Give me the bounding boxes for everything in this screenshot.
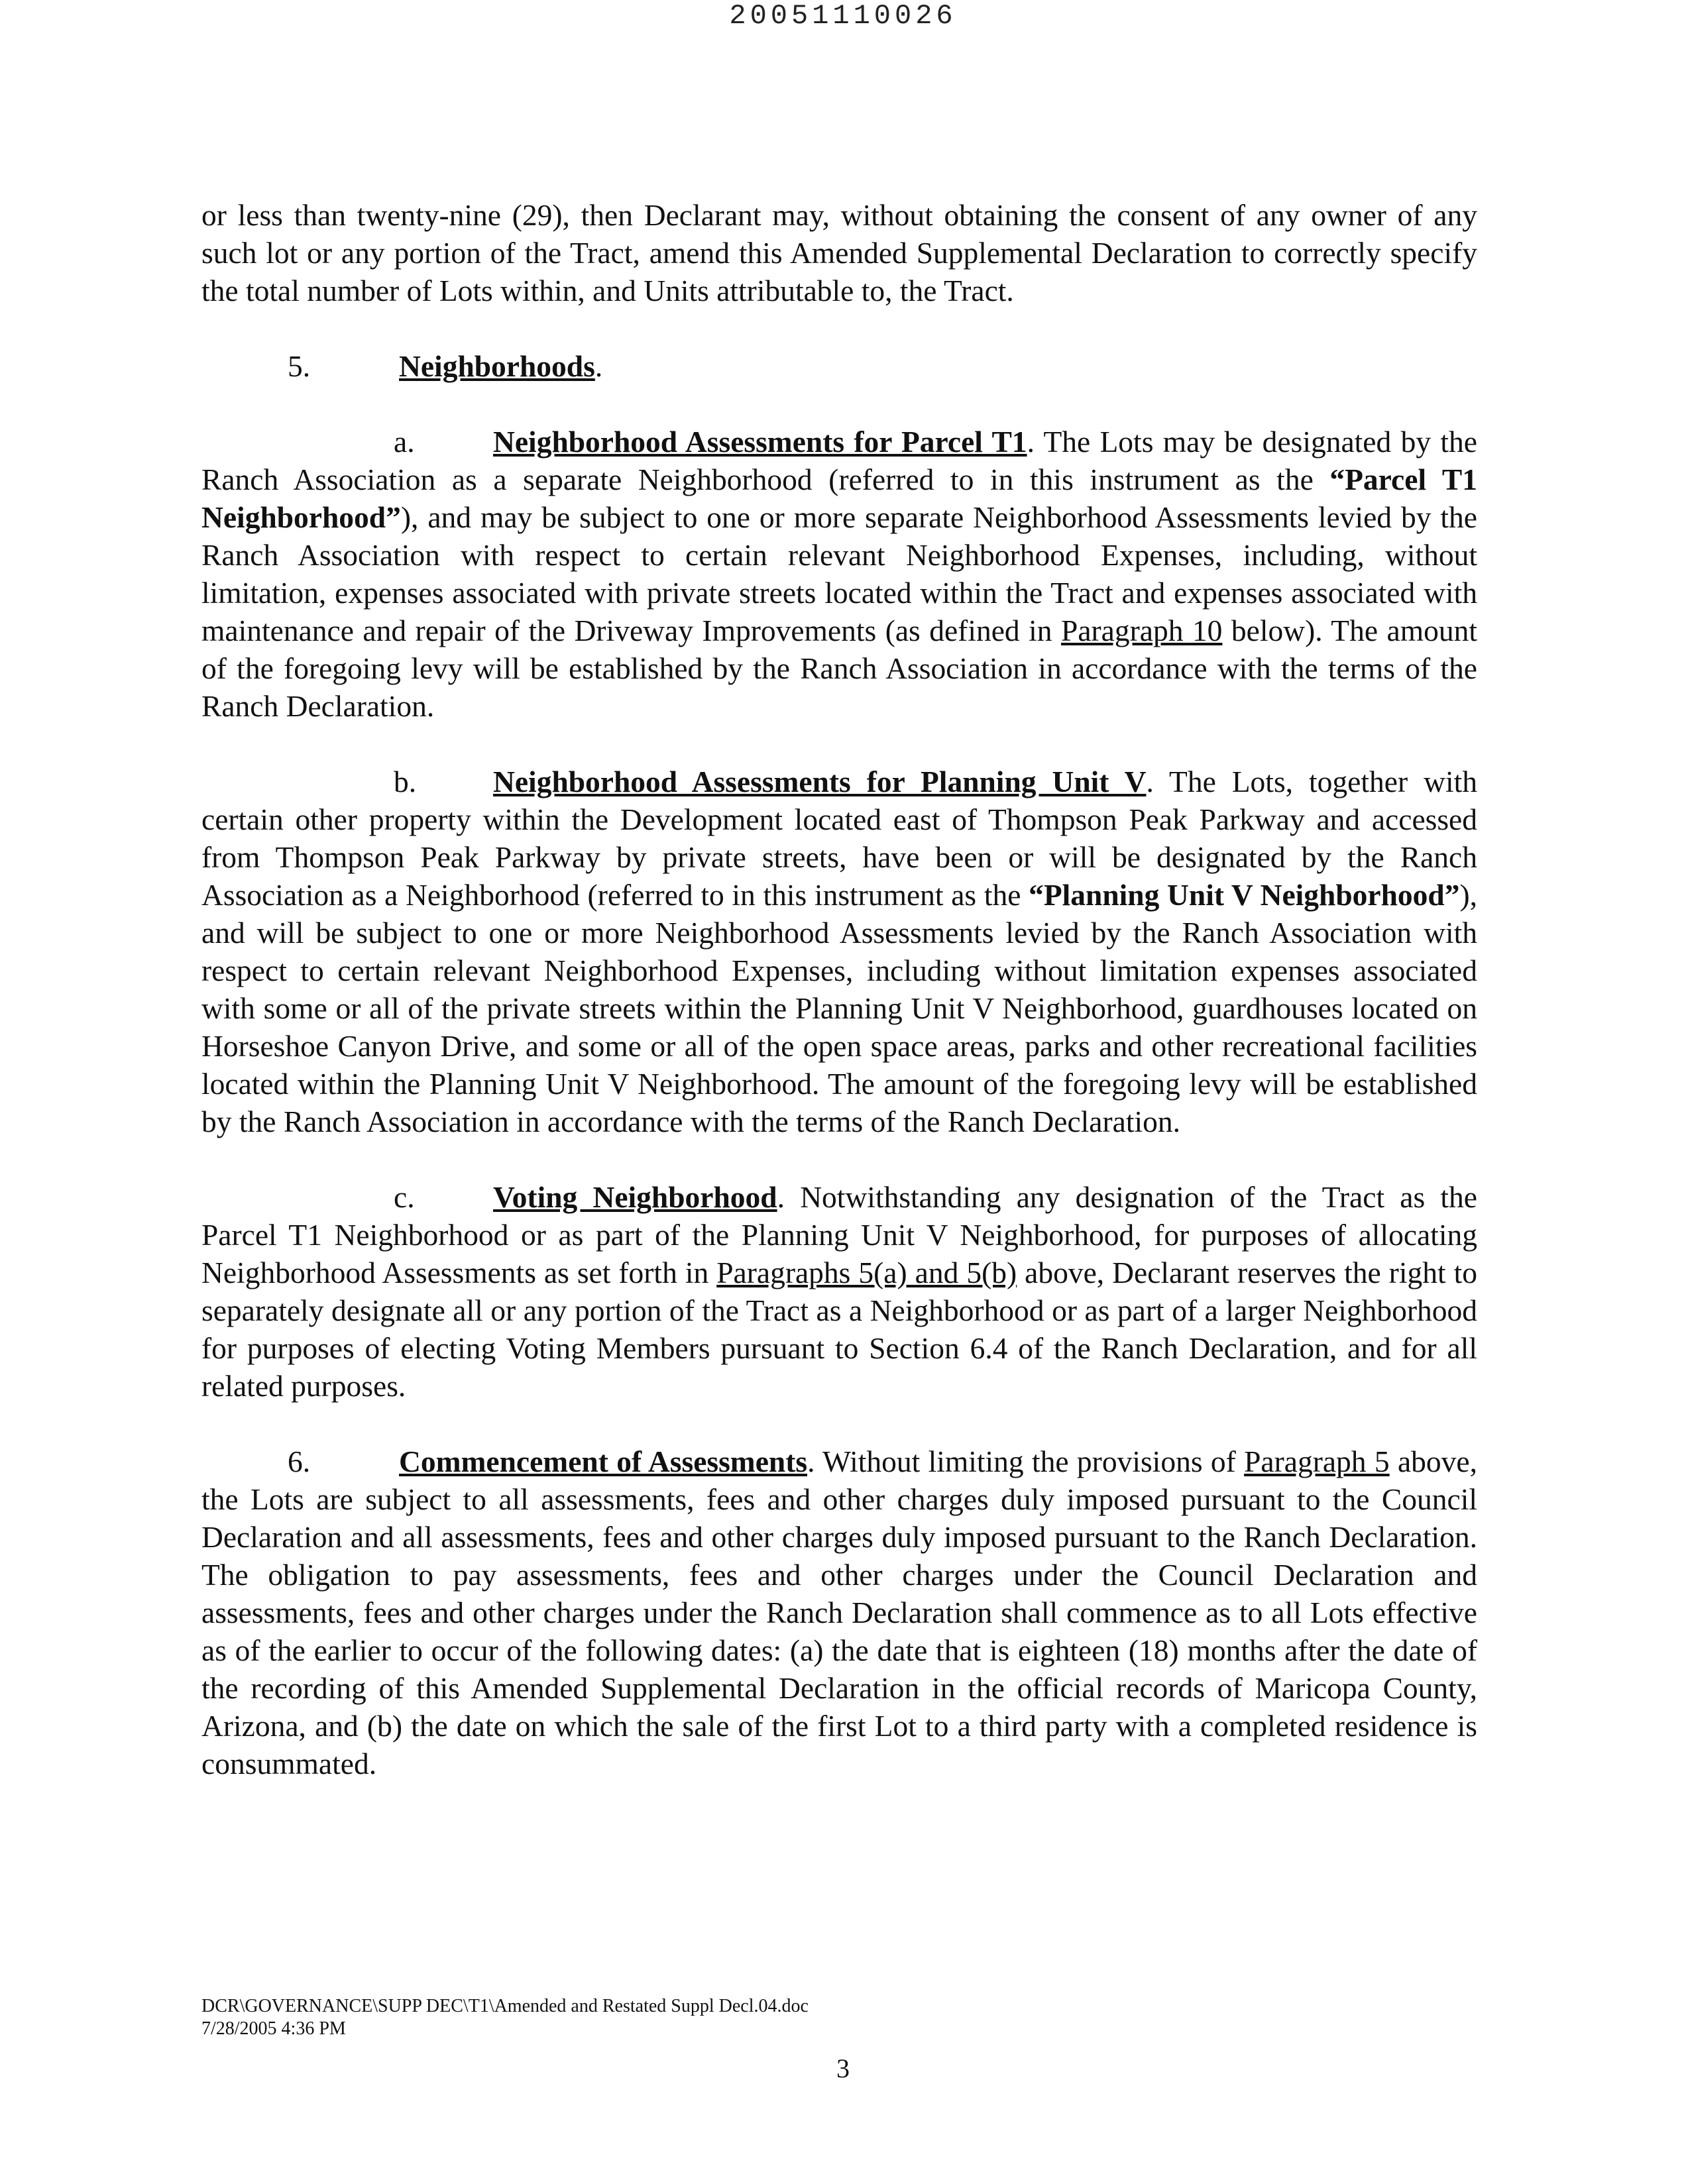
section-5-period: . [594,349,603,383]
section-5-number: 5. [288,349,311,383]
paragraph-10-reference[interactable]: Paragraph 10 [1061,614,1223,647]
footer-timestamp: 7/28/2005 4:36 PM [201,2018,346,2039]
section-6-text-2: above, the Lots are subject to all assessments, fees and other charges duly imposed pursuant to the Council Declaration and all assessments, fees and other charges duly imposed pursuant to the Ranch Declaration. The obligation to pay assessments, fees and other charges under the Council Declaration and assessments, fees and other charges under the Ranch Declaration shall commence as to all Lots effective as of the earlier to occur of the following dates: (a) the date that is eighteen (18) months after the date of the recording of this Amended Supplemental Declaration in the official records of Maricopa County, Arizona, and (b) the date on which the sale of the first Lot to a third party with a completed residence is consummated. [201,1445,1477,1780]
section-5c-paragraph [201,1178,1477,1405]
intro-paragraph: or less than twenty-nine (29), then Declarant may, without obtaining the consent of any owner of any such lot or any portion of the Tract, amend this Amended Supplemental Declaration to correctly specify the total number of Lots within, and Units attributable to, the Tract. [201,198,1477,307]
document-footer [201,1995,809,2040]
section-6-text-1: . Without limiting the provisions of [807,1445,1245,1478]
section-5a-text-1: . The Lots may be designated by the Ranch Association as a separate Neighborhood (referred to in this instrument as the [201,425,1477,496]
section-5c-letter: c. [394,1180,415,1214]
section-5a-paragraph [201,423,1477,725]
page-number: 3 [836,2053,850,2083]
section-5a-text-2: ), and may be subject to one or more separate Neighborhood Assessments levied by the Ranch Association with respect to certain relevant Neighborhood Expenses, including, without limitation, expenses associated with private streets located within the Tract and expenses associated with maintenance and repair of the Driveway Improvements (as defined in [201,500,1477,647]
section-5b-title: Neighborhood Assessments for Planning Unit V [493,765,1147,798]
section-5b-text-1: . The Lots, together with certain other property within the Development located east of Thompson Peak Parkway and accessed from Thompson Peak Parkway by private streets, have been or will be designated by the Ranch Association as a Neighborhood (referred to in this instrument as the [201,765,1477,912]
section-5-heading [201,347,1477,385]
recording-number: 20051110026 [729,0,957,32]
section-6-number: 6. [288,1445,311,1478]
footer-file-path: DCR\GOVERNANCE\SUPP DEC\T1\Amended and Restated Suppl Decl.04.doc [201,1996,809,2016]
section-5a-letter: a. [394,425,415,459]
section-5b-text-2: ), and will be subject to one or more Neighborhood Assessments levied by the Ranch Association with respect to certain relevant Neighborhood Expenses, including without limitation expenses associated with some or all of the private streets within the Planning Unit V Neighborhood, guardhouses located on Horseshoe Canyon Drive, and some or all of the open space areas, parks and other recreational facilities located within the Planning Unit V Neighborhood. The amount of the foregoing levy will be established by the Ranch Association in accordance with the terms of the Ranch Declaration. [201,878,1477,1138]
section-5b-paragraph [201,763,1477,1140]
section-6-title: Commencement of Assessments [399,1445,808,1478]
document-body [201,196,1477,1782]
section-6-paragraph [201,1443,1477,1782]
paragraph-5-reference[interactable]: Paragraph 5 [1244,1445,1390,1478]
section-5b-letter: b. [394,765,417,798]
section-5a-defined-term: “Parcel T1 Neighborhood” [201,463,1477,534]
section-5c-text-1: . Notwithstanding any designation of the Tract as the Parcel T1 Neighborhood or as part of the Planning Unit V Neighborhood, for purposes of allocating Neighborhood Assessments as set forth in [201,1180,1478,1289]
section-5-title: Neighborhoods [399,349,595,383]
paragraphs-5a-5b-reference[interactable]: Paragraphs 5(a) and 5(b) [716,1256,1017,1289]
section-5a-text-3: below). The amount of the foregoing levy will be established by the Ranch Association in accordance with the terms of the Ranch Declaration. [201,614,1477,723]
section-5a-title: Neighborhood Assessments for Parcel T1 [493,425,1027,459]
section-5b-defined-term: “Planning Unit V Neighborhood” [1029,878,1460,912]
section-5c-title: Voting Neighborhood [493,1180,777,1214]
section-5c-text-2: above, Declarant reserves the right to separately designate all or any portion of the Tract as a Neighborhood or as part of a larger Neighborhood for purposes of electing Voting Members pursuant to Section 6.4 of the Ranch Declaration, and for all related purposes. [201,1256,1477,1403]
